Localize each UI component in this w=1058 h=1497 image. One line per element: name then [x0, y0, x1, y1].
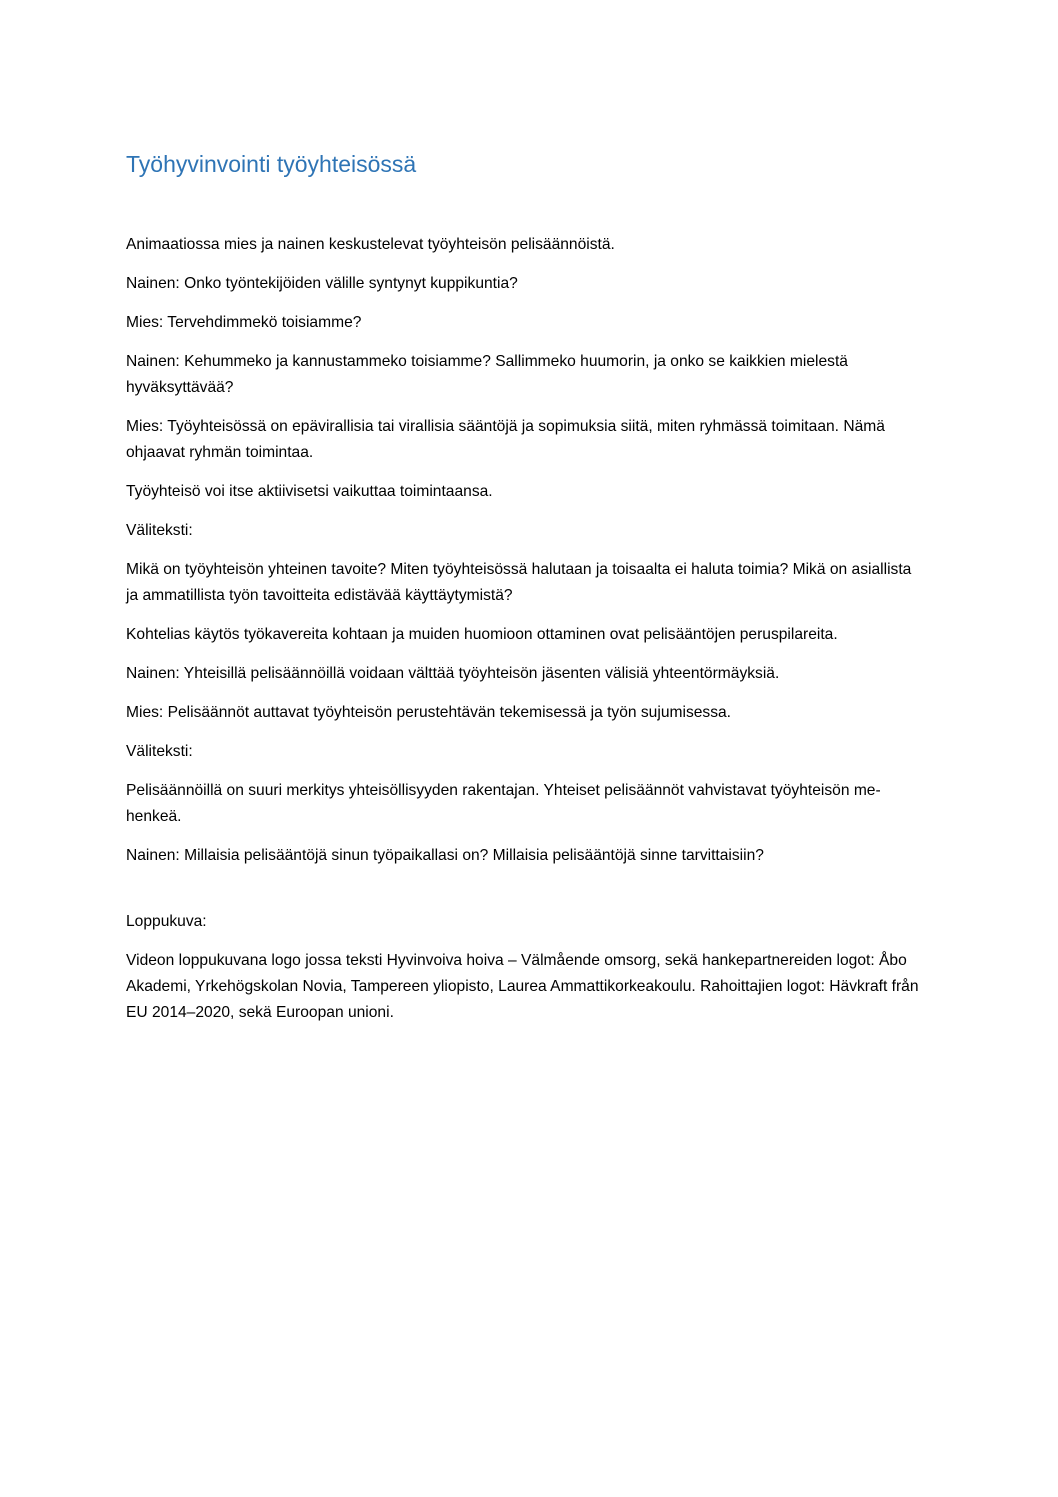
paragraph-section-label: Loppukuva: — [126, 913, 207, 930]
paragraph-text: Mikä on työyhteisön yhteinen tavoite? Miten työyhteisössä halutaan ja toisaalta ei haluta toimia? Mikä on asiallista ja ammatillista työn tavoitteita edistävää käyttäytymistä? — [126, 561, 912, 604]
paragraph-intro: Animaatiossa mies ja nainen keskustelevat työyhteisön pelisäännöistä. — [126, 236, 615, 253]
paragraph-dialogue: Nainen: Millaisia pelisääntöjä sinun työpaikallasi on? Millaisia pelisääntöjä sinne tarvittaisiin? — [126, 847, 764, 864]
paragraph-dialogue: Mies: Työyhteisössä on epävirallisia tai virallisia sääntöjä ja sopimuksia siitä, miten ryhmässä toimitaan. Nämä ohjaavat ryhmän toimintaa. — [126, 418, 885, 461]
paragraph-text: Työyhteisö voi itse aktiivisetsi vaikuttaa toimintaansa. — [126, 483, 493, 500]
document-page — [126, 148, 926, 1039]
paragraph-dialogue: Nainen: Onko työntekijöiden välille syntynyt kuppikuntia? — [126, 275, 518, 292]
document-title: Työhyvinvointi työyhteisössä — [126, 151, 417, 177]
paragraph-section-label: Väliteksti: — [126, 522, 193, 539]
paragraph-closing: Videon loppukuvana logo jossa teksti Hyvinvoiva hoiva – Välmående omsorg, sekä hankepartnereiden logot: Åbo Akademi, Yrkehögskolan Novia, Tampereen yliopisto, Laurea Ammattikorkeakoulu. Rahoittajien logot: Hävkraft från EU 2014–2020, sekä Euroopan unioni. — [126, 952, 919, 1021]
paragraph-dialogue: Mies: Tervehdimmekö toisiamme? — [126, 314, 362, 331]
paragraph-text: Kohtelias käytös työkavereita kohtaan ja muiden huomioon ottaminen ovat pelisääntöjen peruspilareita. — [126, 626, 838, 643]
paragraph-dialogue: Nainen: Kehummeko ja kannustammeko toisiamme? Sallimmeko huumorin, ja onko se kaikkien mielestä hyväksyttävää? — [126, 353, 848, 396]
paragraph-text: Pelisäännöillä on suuri merkitys yhteisöllisyyden rakentajan. Yhteiset pelisäännöt vahvistavat työyhteisön me-henkeä. — [126, 782, 881, 825]
paragraph-dialogue: Nainen: Yhteisillä pelisäännöillä voidaan välttää työyhteisön jäsenten välisiä yhteentörmäyksiä. — [126, 665, 780, 682]
paragraph-section-label: Väliteksti: — [126, 743, 193, 760]
paragraph-dialogue: Mies: Pelisäännöt auttavat työyhteisön perustehtävän tekemisessä ja työn sujumisessa. — [126, 704, 732, 721]
